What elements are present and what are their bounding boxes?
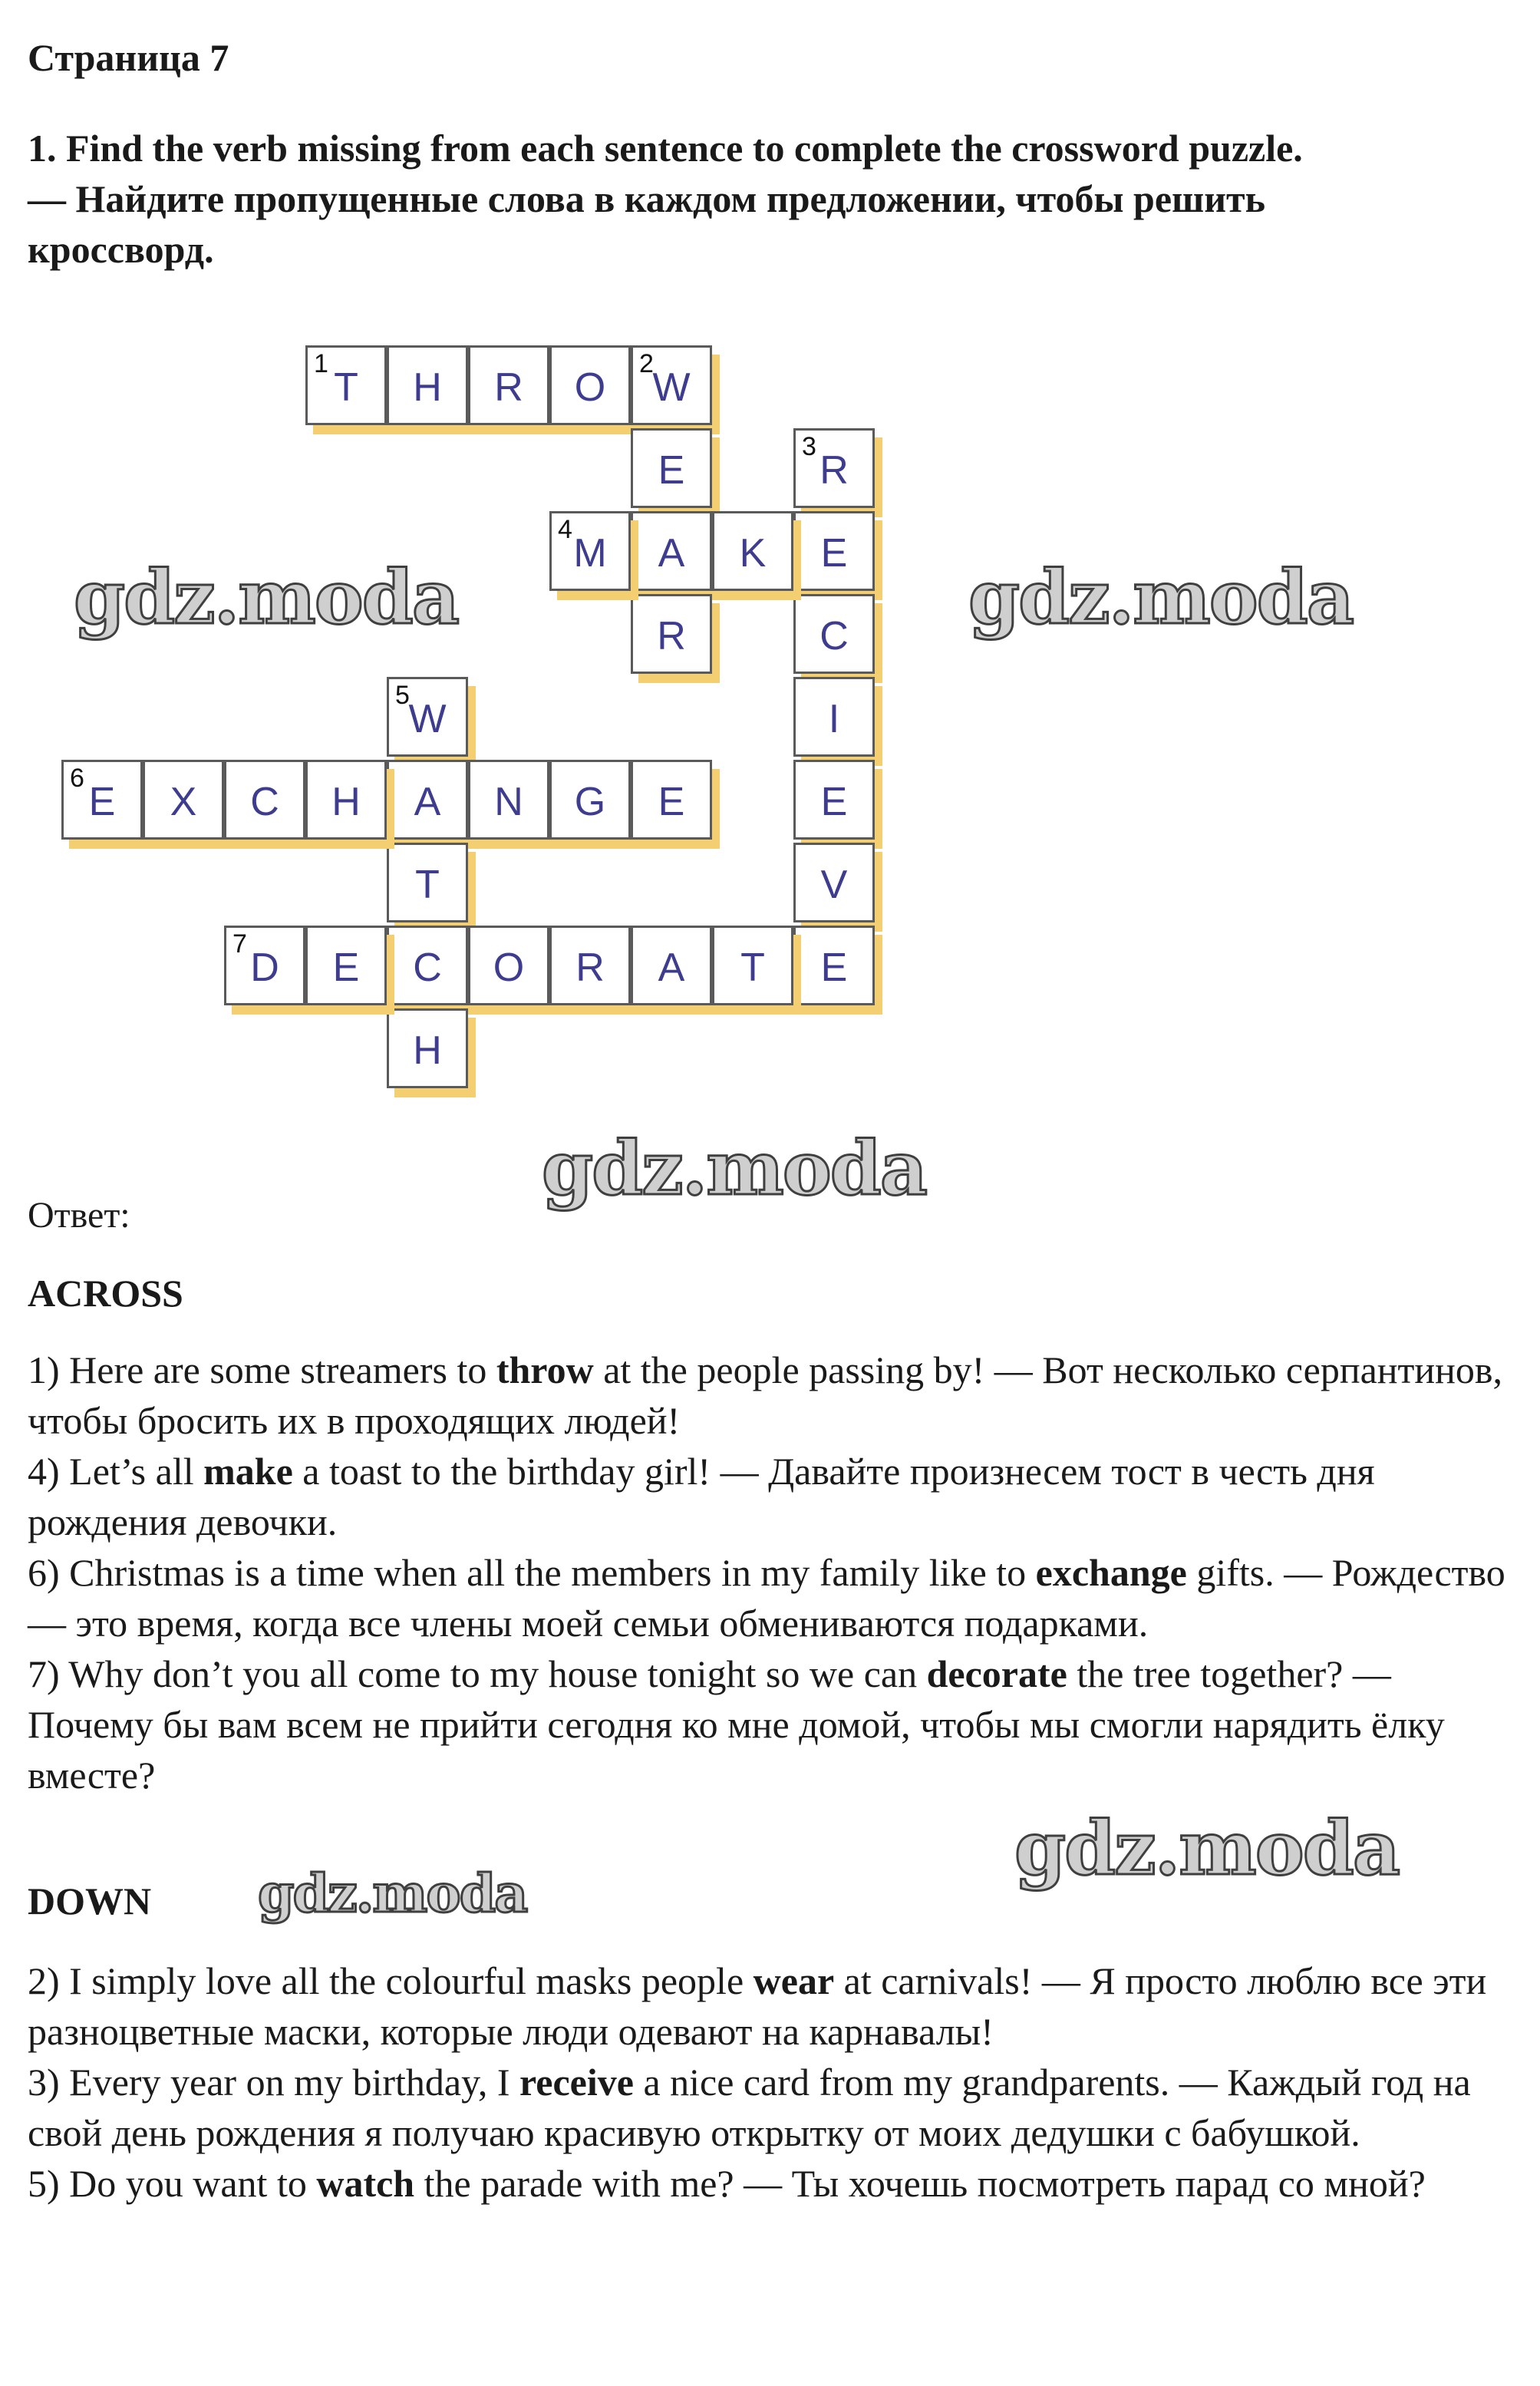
crossword-cell: [549, 760, 631, 840]
answer-word: wear: [753, 1959, 835, 2002]
crossword-letter: E: [820, 531, 848, 576]
crossword-letter: T: [415, 863, 440, 907]
watermark: gdz.moda: [968, 554, 1354, 641]
crossword-letter: K: [739, 531, 767, 576]
crossword-cell: [305, 926, 387, 1005]
crossword-cell: [793, 428, 875, 508]
crossword-cell: [61, 760, 143, 840]
crossword-cell: [631, 760, 712, 840]
crossword-letter: A: [414, 780, 441, 824]
task-instructions: [28, 123, 1524, 275]
crossword-letter: M: [573, 531, 607, 576]
down-heading: DOWN: [28, 1879, 152, 1922]
answer-word: watch: [316, 2162, 415, 2205]
crossword-cell: [387, 760, 468, 840]
crossword-letter: C: [819, 614, 849, 658]
across-clue: 1) Here are some streamers to throw at the people passing by! — Вот несколько серпантинов, чтобы бросить их в проходящих людей!: [28, 1348, 1503, 1442]
watermark: gdz.moda: [1014, 1805, 1400, 1892]
clue-number: 3: [802, 432, 816, 461]
crossword-cell: [387, 1008, 468, 1088]
clue-number: 6: [70, 764, 84, 793]
crossword-letter: T: [334, 365, 358, 410]
crossword-cell: [224, 926, 305, 1005]
crossword-cell: [387, 926, 468, 1005]
across-heading: ACROSS: [28, 1272, 183, 1315]
clue-number: 4: [558, 515, 572, 544]
crossword-cell: [549, 345, 631, 425]
clue-number: 1: [314, 349, 328, 378]
crossword-cell: [631, 511, 712, 591]
crossword-cell: [387, 677, 468, 757]
crossword-letter: G: [574, 780, 606, 824]
down-clue: 2) I simply love all the colourful masks people wear at carnivals! — Я просто люблю все эти разноцветные маски, которые люди одевают на карнавалы!: [28, 1959, 1487, 2053]
crossword-letter: I: [828, 697, 840, 741]
crossword-cell: [143, 760, 224, 840]
crossword-letter: R: [575, 945, 605, 990]
crossword-cell: [793, 843, 875, 922]
task-line-english: 1. Find the verb missing from each sentence to complete the crossword puzzle.: [28, 127, 1303, 170]
crossword-letter: E: [332, 945, 360, 990]
answer-word: throw: [496, 1348, 594, 1391]
watermark: gdz.moda: [542, 1125, 927, 1212]
crossword-cell: [793, 511, 875, 591]
across-clue: 7) Why don’t you all come to my house tonight so we can decorate the tree together? — Почему бы вам всем не прийти сегодня ко мне домой, чтобы мы смогли нарядить ёлку вместе?: [28, 1652, 1445, 1797]
crossword-letter: V: [820, 863, 848, 907]
down-clue: 3) Every year on my birthday, I receive a nice card from my grandparents. — Каждый год на свой день рождения я получаю красивую открытку от моих дедушки с бабушкой.: [28, 2061, 1471, 2154]
answer-label: Ответ:: [28, 1195, 130, 1236]
crossword-cell: [631, 428, 712, 508]
crossword-cell: [468, 926, 549, 1005]
down-clues: [28, 1955, 1524, 2209]
crossword-cell: [468, 345, 549, 425]
crossword-letter: N: [494, 780, 523, 824]
watermark: gdz.moda: [74, 554, 459, 641]
crossword-letter: W: [652, 365, 691, 410]
crossword-cell: [305, 345, 387, 425]
crossword-letter: R: [657, 614, 686, 658]
crossword-letter: R: [494, 365, 523, 410]
crossword-cell: [549, 511, 631, 591]
crossword-cell: [305, 760, 387, 840]
page-title: Страница 7: [28, 36, 229, 79]
crossword-cell: [468, 760, 549, 840]
clue-number: 7: [232, 929, 247, 959]
crossword-letter: H: [413, 365, 442, 410]
crossword-cell: [549, 926, 631, 1005]
watermark: gdz.moda: [258, 1863, 527, 1925]
crossword-letter: E: [820, 780, 848, 824]
across-clue: 6) Christmas is a time when all the members in my family like to exchange gifts. — Рождество — это время, когда все члены моей семьи обмениваются подарками.: [28, 1551, 1505, 1645]
crossword-letter: O: [493, 945, 525, 990]
down-clue: 5) Do you want to watch the parade with me? — Ты хочешь посмотреть парад со мной?: [28, 2162, 1426, 2205]
crossword-cell: [793, 677, 875, 757]
crossword-letter: D: [250, 945, 279, 990]
crossword-letter: A: [658, 531, 685, 576]
crossword-cell: [387, 345, 468, 425]
crossword-grid: [31, 299, 951, 1143]
crossword-cell: [793, 760, 875, 840]
crossword-letter: R: [819, 448, 849, 493]
across-clue: 4) Let’s all make a toast to the birthday girl! — Давайте произнесем тост в честь дня рождения девочки.: [28, 1450, 1375, 1543]
crossword-cell: [712, 926, 793, 1005]
crossword-letter: X: [170, 780, 197, 824]
crossword-cell: [631, 926, 712, 1005]
crossword-letter: E: [658, 780, 685, 824]
task-line-russian: — Найдите пропущенные слова в каждом предложении, чтобы решить: [28, 177, 1266, 220]
crossword-letter: A: [658, 945, 685, 990]
crossword-cell: [793, 594, 875, 674]
crossword-letter: H: [331, 780, 361, 824]
answer-word: exchange: [1035, 1551, 1187, 1594]
crossword-cell: [224, 760, 305, 840]
clue-number: 5: [395, 681, 410, 710]
answer-word: decorate: [926, 1652, 1067, 1695]
crossword-cell: [631, 345, 712, 425]
crossword-letter: C: [250, 780, 279, 824]
crossword-letter: C: [413, 945, 442, 990]
crossword-cell: [712, 511, 793, 591]
crossword-letter: E: [658, 448, 685, 493]
crossword-cell: [387, 843, 468, 922]
clue-number: 2: [639, 349, 654, 378]
crossword-letter: H: [413, 1028, 442, 1073]
task-line-russian-end: кроссворд.: [28, 228, 214, 271]
crossword-letter: O: [574, 365, 606, 410]
answer-word: receive: [519, 2061, 634, 2104]
crossword-letter: E: [820, 945, 848, 990]
crossword-letter: W: [408, 697, 447, 741]
crossword-cell: [793, 926, 875, 1005]
crossword-cell: [631, 594, 712, 674]
crossword-letter: E: [88, 780, 116, 824]
answer-word: make: [203, 1450, 293, 1493]
across-clues: [28, 1345, 1524, 1800]
crossword-letter: T: [740, 945, 765, 990]
